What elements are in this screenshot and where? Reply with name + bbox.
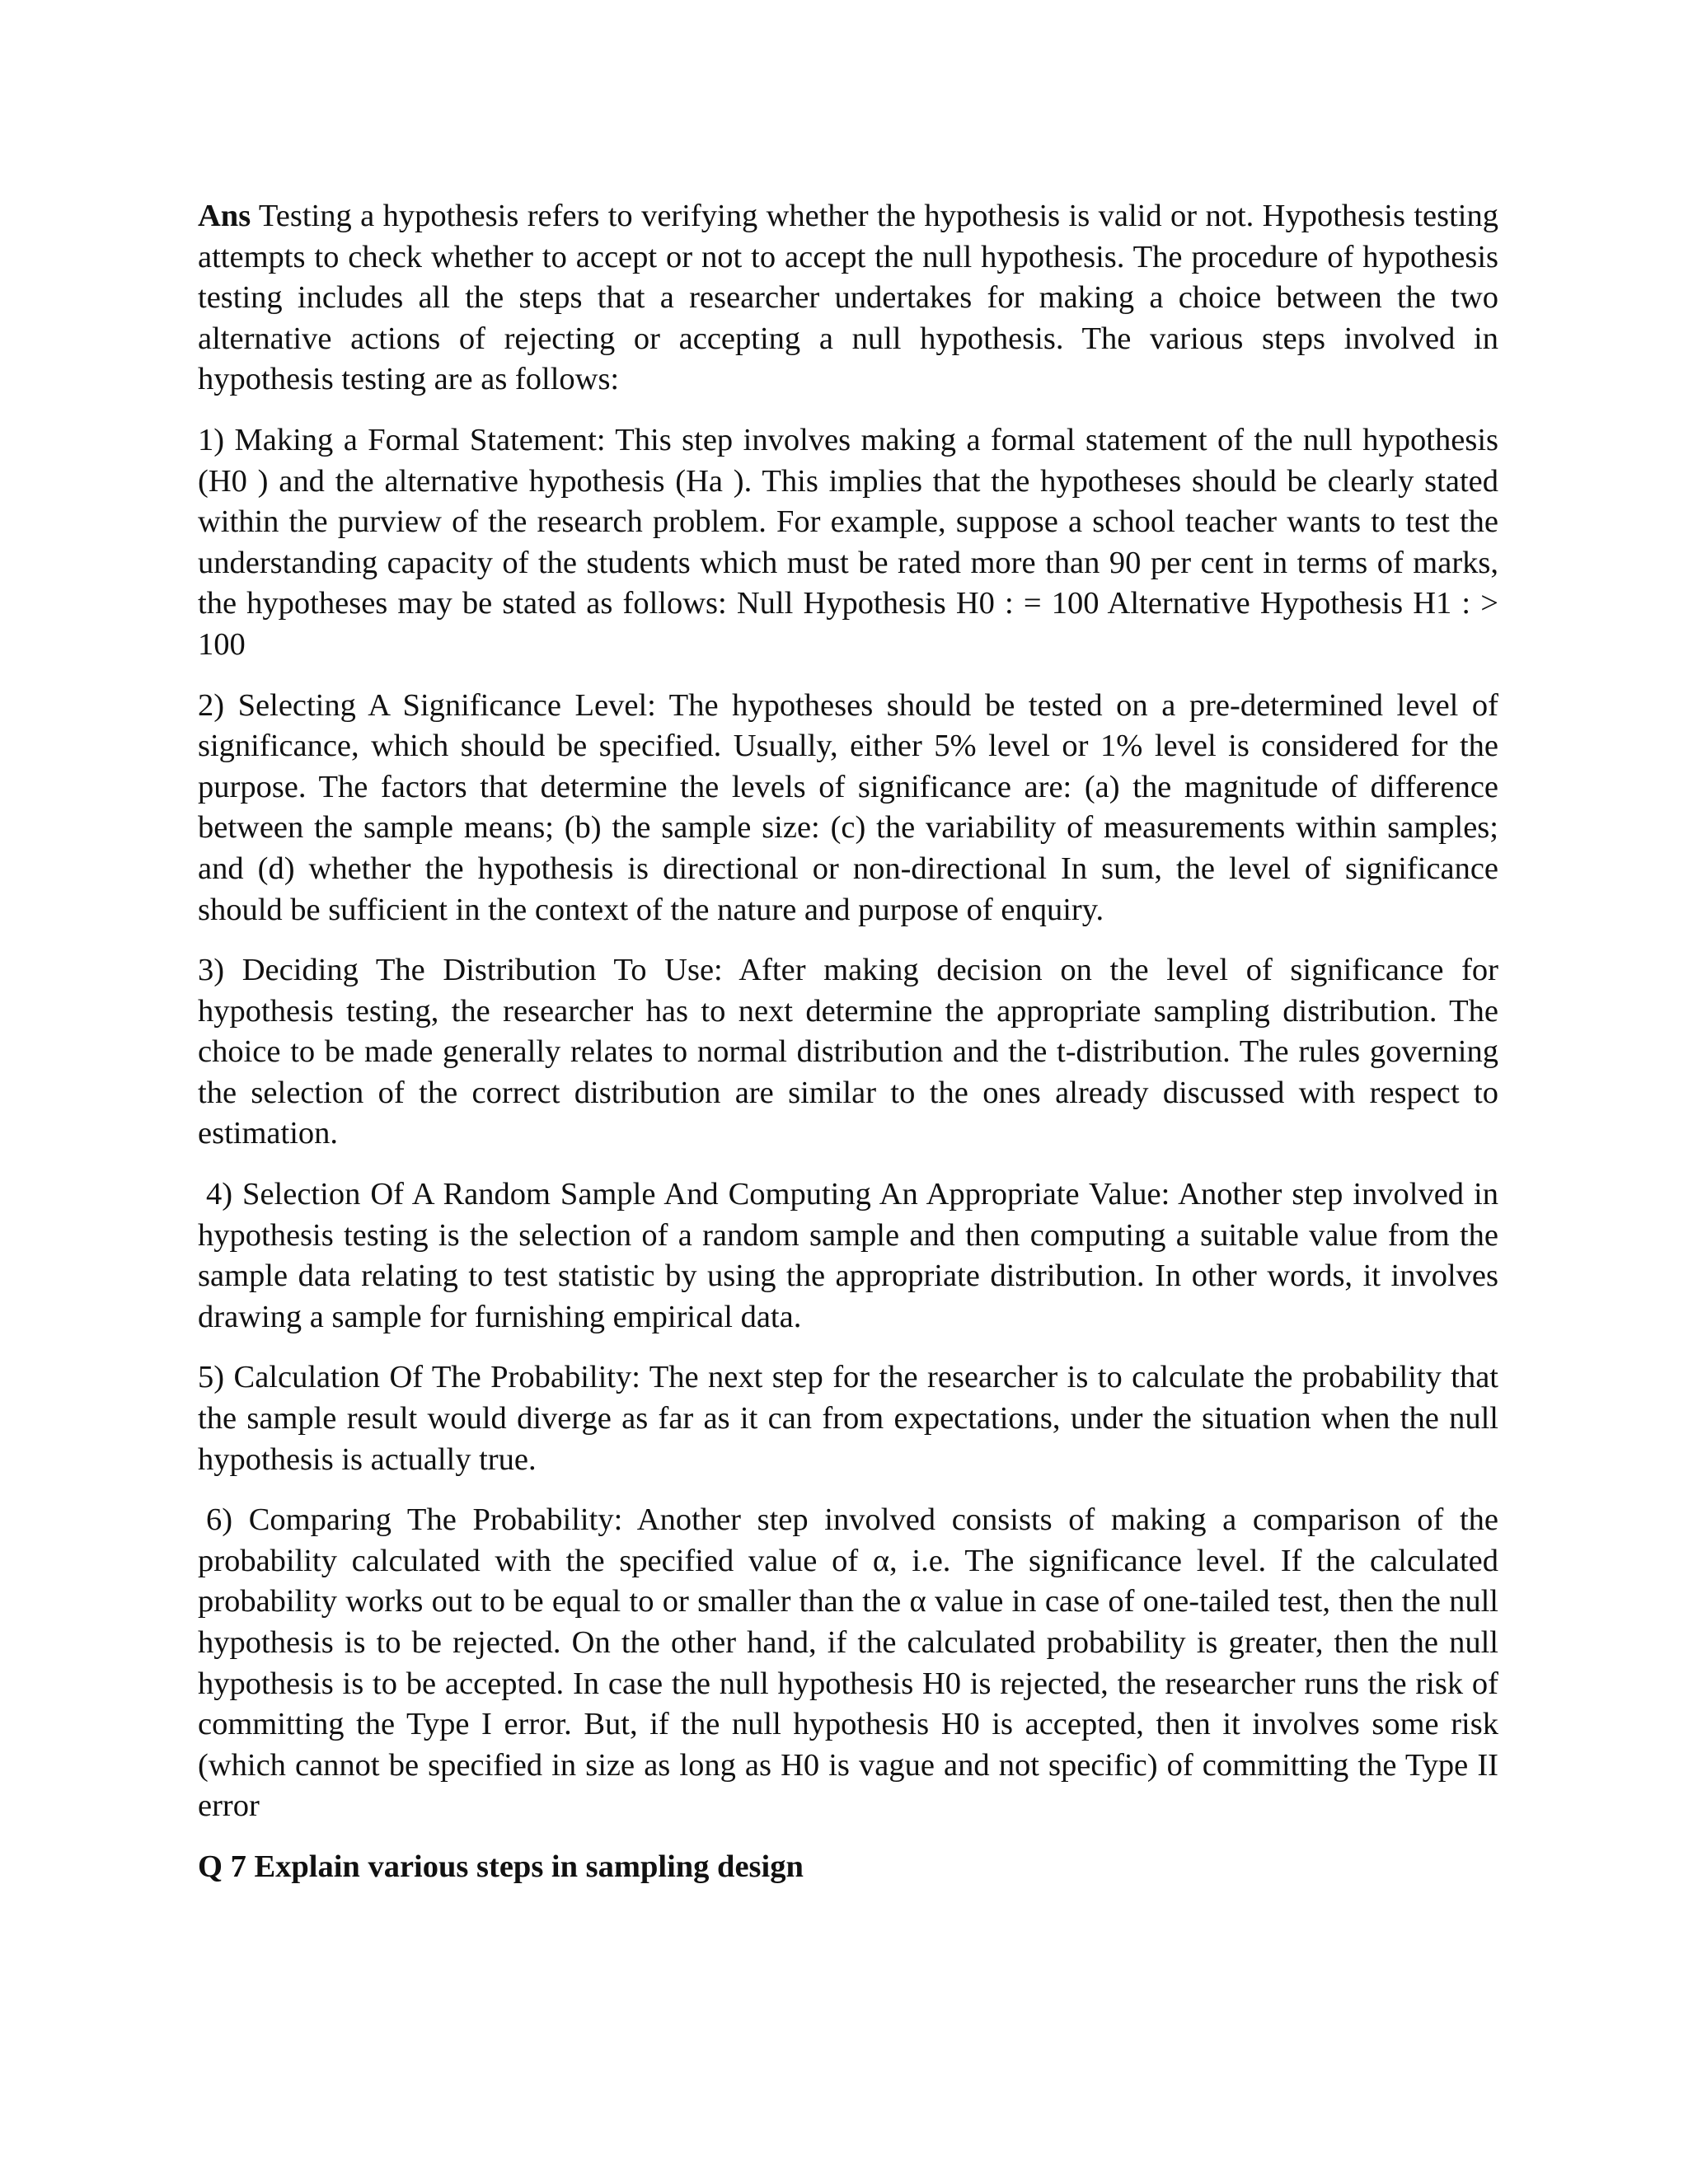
step-6-paragraph: 6) Comparing The Probability: Another step involved consists of making a comparison of the probability calculated with the specified value of α, i.e. The significance level. If the calculated probability works out to be equal to or smaller than the α value in case of one-tailed test, then the null hypothesis is to be rejected. On the other hand, if the calculated probability is greater, then the null hypothesis is to be accepted. In case the null hypothesis H0 is rejected, the researcher runs the risk of committing the Type I error. But, if the null hypothesis H0 is accepted, then it involves some risk (which cannot be specified in size as long as H0 is vague and not specific) of committing the Type II error: [198, 1502, 1498, 1824]
question-heading: Q 7 Explain various steps in sampling design: [198, 1849, 804, 1884]
step-2-paragraph: 2) Selecting A Significance Level: The hypotheses should be tested on a pre-determined level of significance, which should be specified. Usually, either 5% level or 1% level is considered for the purpose. The factors that determine the levels of significance are: (a) the magnitude of difference between the sample means; (b) the sample size: (c) the variability of measurements within samples; and (d) whether the hypothesis is directional or non-directional In sum, the level of significance should be sufficient in the context of the nature and purpose of enquiry.: [198, 687, 1498, 927]
step-4-paragraph: 4) Selection Of A Random Sample And Computing An Appropriate Value: Another step involved in hypothesis testing is the selection of a random sample and then computing a suitable value from the sample data relating to test statistic by using the appropriate distribution. In other words, it involves drawing a sample for furnishing empirical data.: [198, 1177, 1498, 1334]
step-5-paragraph: 5) Calculation Of The Probability: The next step for the researcher is to calculate the probability that the sample result would diverge as far as it can from expectations, under the situation when the null hypothesis is actually true.: [198, 1360, 1498, 1477]
step-1-paragraph: 1) Making a Formal Statement: This step involves making a formal statement of the null hypothesis (H0 ) and the alternative hypothesis (Ha ). This implies that the hypotheses should be clearly stated within the purview of the research problem. For example, suppose a school teacher wants to test the understanding capacity of the students which must be rated more than 90 per cent in terms of marks, the hypotheses may be stated as follows: Null Hypothesis H0 : = 100 Alternative Hypothesis H1 : > 100: [198, 422, 1498, 662]
answer-intro-paragraph: [198, 196, 1498, 401]
step-3-paragraph: 3) Deciding The Distribution To Use: After making decision on the level of significance for hypothesis testing, the researcher has to next determine the appropriate sampling distribution. The choice to be made generally relates to normal distribution and the t-distribution. The rules governing the selection of the correct distribution are similar to the ones already discussed with respect to estimation.: [198, 953, 1498, 1151]
document-page: [198, 196, 1498, 1888]
answer-intro-text: Testing a hypothesis refers to verifying whether the hypothesis is valid or not. Hypothesis testing attempts to check whether to accept or not to accept the null hypothesis. The procedure of hypothesis testing includes all the steps that a researcher undertakes for making a choice between the two alternative actions of rejecting or accepting a null hypothesis. The various steps involved in hypothesis testing are as follows:: [198, 199, 1498, 397]
answer-label: Ans: [198, 199, 251, 233]
